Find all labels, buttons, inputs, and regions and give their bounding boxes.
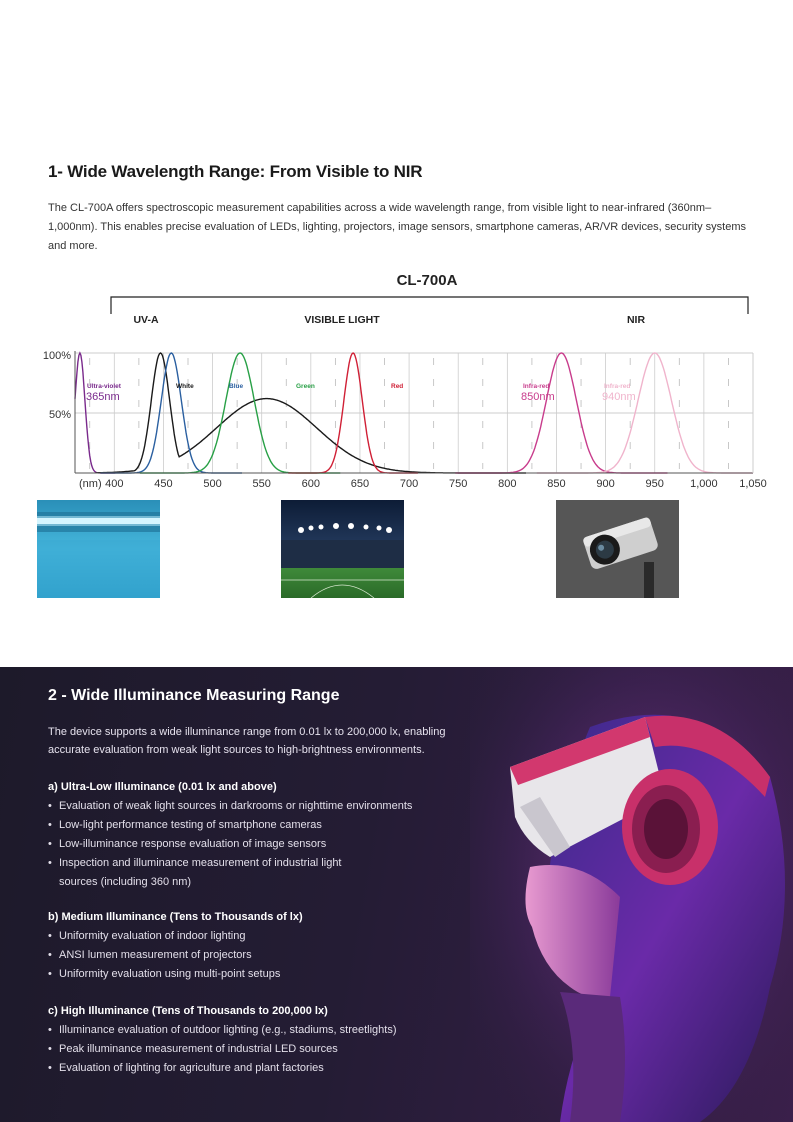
series-label-green: Green xyxy=(296,383,315,390)
x-tick-label: 750 xyxy=(449,478,468,490)
list-item: • Evaluation of lighting for agriculture and plant factories xyxy=(48,1059,488,1078)
x-tick-label: 900 xyxy=(596,478,615,490)
x-tick-label: 400 xyxy=(105,478,124,490)
x-tick-label: 550 xyxy=(252,478,271,490)
ultra-low-illuminance-block xyxy=(48,781,488,892)
list-item: • Low-light performance testing of smartphone cameras xyxy=(48,816,488,835)
block-heading: a) Ultra-Low Illuminance (0.01 lx and above) xyxy=(48,781,277,793)
series-peak-940: 940nm xyxy=(602,391,636,403)
region-label-uva: UV-A xyxy=(133,314,159,326)
block-heading: c) High Illuminance (Tens of Thousands to 200,000 lx) xyxy=(48,1005,328,1017)
stadium-photo xyxy=(281,500,404,598)
list-item: • Inspection and illuminance measurement of industrial light sources (including 360 nm) xyxy=(48,854,348,892)
high-illuminance-block xyxy=(48,1005,488,1078)
series-label-white: White xyxy=(176,383,194,390)
x-tick-label: 500 xyxy=(203,478,222,490)
region-label-nir: NIR xyxy=(626,314,646,326)
x-tick-label: 850 xyxy=(547,478,566,490)
series-label-red: Red xyxy=(391,383,404,390)
series-peak-365: 365nm xyxy=(86,391,120,403)
list-item: • ANSI lumen measurement of projectors xyxy=(48,946,488,965)
series-label-blue: Blue xyxy=(229,383,244,390)
x-tick-label: 450 xyxy=(154,478,173,490)
y-tick-50: 50% xyxy=(48,409,71,421)
x-tick-label: 600 xyxy=(301,478,321,490)
uv-lamp-photo xyxy=(37,500,160,598)
chart-title: CL-700A xyxy=(396,272,458,289)
x-tick-label: 800 xyxy=(498,478,517,490)
list-item: • Peak illuminance measurement of industrial LED sources xyxy=(48,1040,488,1059)
list-item: • Uniformity evaluation of indoor lighting xyxy=(48,927,488,946)
section2-title: 2 - Wide Illuminance Measuring Range xyxy=(48,687,340,704)
block-heading: b) Medium Illuminance (Tens to Thousands of lx) xyxy=(48,911,303,923)
x-axis-unit: (nm) xyxy=(79,478,102,490)
x-tick-label: 700 xyxy=(399,478,419,490)
x-axis-tick-labels xyxy=(105,478,767,490)
series-label-ultraviolet: Ultra-violet xyxy=(87,383,121,390)
series-label-infrared-940: Infra-red xyxy=(604,383,631,390)
section2-paragraph: The device supports a wide illuminance range from 0.01 lx to 200,000 lx, enabling accurate evaluation from weak light sources to high-brightness environments. xyxy=(48,726,446,756)
list-item: • Uniformity evaluation using multi-point setups xyxy=(48,965,488,984)
y-tick-100: 100% xyxy=(42,350,71,362)
series-peak-850: 850nm xyxy=(521,391,555,403)
section1-paragraph: The CL-700A offers spectroscopic measurement capabilities across a wide wavelength range, from visible light to near-infrared (360nm–1,000nm). This enables precise evaluation of LEDs, lighting, projectors, image sensors, smartphone cameras, AR/VR devices, security systems and more. xyxy=(48,202,747,252)
x-tick-label: 950 xyxy=(645,478,664,490)
list-item: • Evaluation of weak light sources in darkrooms or nighttime environments xyxy=(48,797,488,816)
list-item: • Low-illuminance response evaluation of image sensors xyxy=(48,835,488,854)
section1-title: 1- Wide Wavelength Range: From Visible to NIR xyxy=(48,162,423,181)
security-camera-photo xyxy=(556,500,679,598)
list-item: • Illuminance evaluation of outdoor lighting (e.g., stadiums, streetlights) xyxy=(48,1021,488,1040)
medium-illuminance-block xyxy=(48,911,488,984)
range-bracket xyxy=(111,297,748,314)
x-tick-label: 1,050 xyxy=(739,478,767,490)
region-label-visible: VISIBLE LIGHT xyxy=(304,314,380,326)
series-label-infrared-850: Infra-red xyxy=(523,383,550,390)
x-tick-label: 1,000 xyxy=(690,478,718,490)
x-tick-label: 650 xyxy=(350,478,370,490)
vr-headset-photo xyxy=(470,667,793,1122)
illuminance-section xyxy=(0,667,793,1122)
